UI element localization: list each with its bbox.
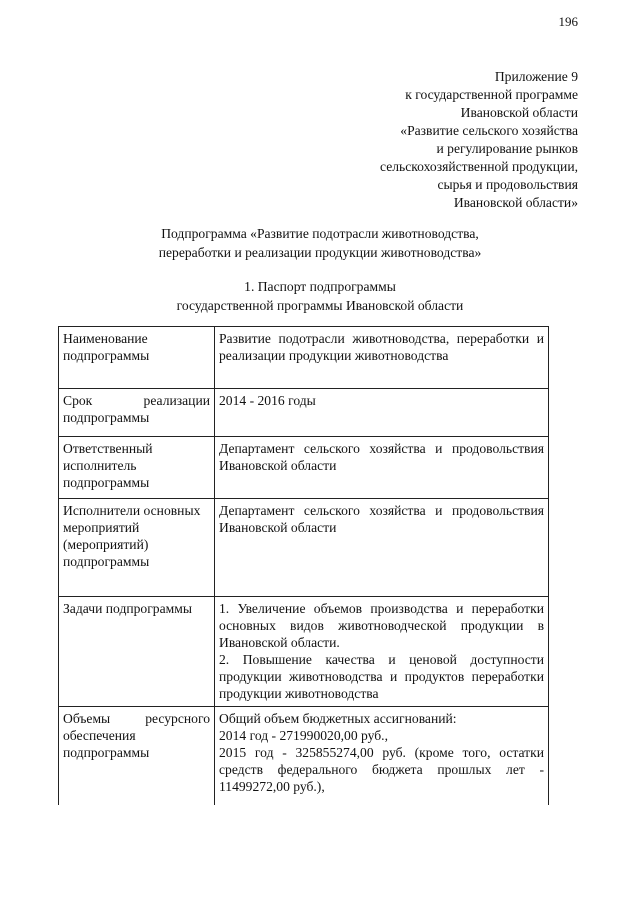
row-label: Наименование подпрограммы [59, 327, 215, 389]
subprogram-title-line: Подпрограмма «Развитие подотрасли животноводства, [161, 226, 479, 241]
subprogram-title [0, 224, 640, 262]
table-row [59, 389, 549, 437]
passport-title [0, 277, 640, 315]
row-value-paragraph: Развитие подотрасли животноводства, переработки и реализации продукции животноводства [219, 331, 544, 363]
row-value [215, 437, 549, 499]
row-value [215, 327, 549, 389]
row-value [215, 707, 549, 805]
row-value-paragraph: Департамент сельского хозяйства и продовольствия Ивановской области [219, 441, 544, 473]
appendix-line: Приложение 9 [494, 69, 578, 84]
table-row [59, 707, 549, 805]
row-value [215, 389, 549, 437]
appendix-header [380, 68, 578, 212]
row-label: Ответственный исполнитель подпрограммы [59, 437, 215, 499]
passport-title-line: государственной программы Ивановской области [176, 298, 464, 313]
subprogram-title-line: переработки и реализации продукции животноводства» [158, 245, 482, 260]
row-label: Задачи подпрограммы [59, 597, 215, 707]
appendix-line: Ивановской области [460, 105, 578, 120]
table-row [59, 327, 549, 389]
row-value-paragraph: Общий объем бюджетных ассигнований: [219, 711, 457, 726]
row-value-paragraph: Департамент сельского хозяйства и продовольствия Ивановской области [219, 503, 544, 535]
appendix-line: сырья и продовольствия [437, 177, 578, 192]
row-value-paragraph: 2. Повышение качества и ценовой доступности продукции животноводства и продуктов переработки продукции животноводства [219, 652, 544, 701]
row-value-paragraph: 2014 год - 271990020,00 руб., [219, 728, 388, 743]
table-row [59, 597, 549, 707]
row-value-paragraph: 2014 - 2016 годы [219, 393, 316, 408]
table-row [59, 437, 549, 499]
row-value-paragraph: 1. Увеличение объемов производства и переработки основных видов животноводческой продукции в Ивановской области. [219, 601, 544, 650]
appendix-line: сельскохозяйственной продукции, [380, 159, 578, 174]
appendix-line: Ивановской области» [453, 195, 578, 210]
appendix-line: «Развитие сельского хозяйства [400, 123, 578, 138]
appendix-line: и регулирование рынков [436, 141, 578, 156]
page-number: 196 [558, 14, 578, 29]
row-label: Исполнители основных мероприятий (мероприятий) подпрограммы [59, 499, 215, 597]
row-value [215, 597, 549, 707]
table-row [59, 499, 549, 597]
appendix-line: к государственной программе [405, 87, 578, 102]
passport-table [58, 326, 549, 805]
row-label: Объемы ресурсного обеспечения подпрограммы [59, 707, 215, 805]
row-label: Срок реализации подпрограммы [59, 389, 215, 437]
passport-title-line: 1. Паспорт подпрограммы [244, 279, 396, 294]
row-value-paragraph: 2015 год - 325855274,00 руб. (кроме того, остатки средств федерального бюджета прошлых лет - 11499272,00 руб.), [219, 745, 544, 794]
row-value [215, 499, 549, 597]
